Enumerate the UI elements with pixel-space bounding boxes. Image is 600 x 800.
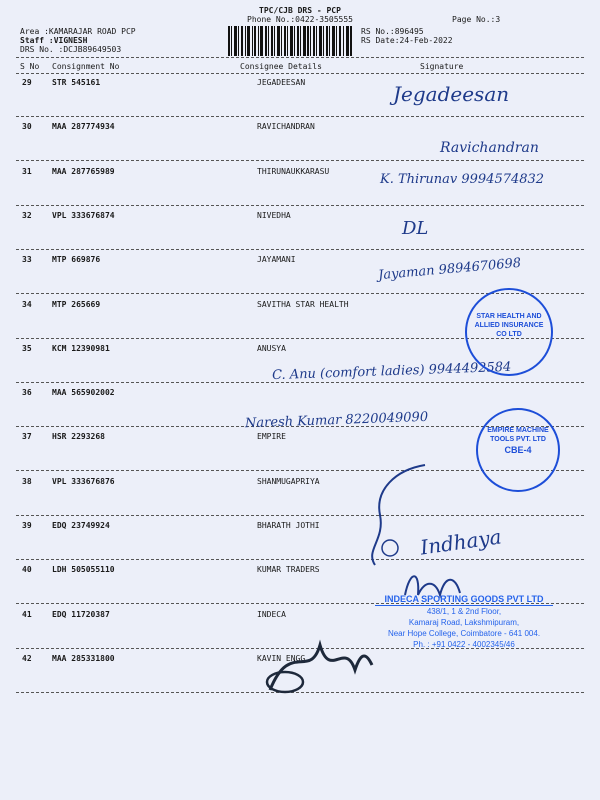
area-label: Area :KAMARAJAR ROAD PCP bbox=[20, 27, 136, 36]
row-sno: 30 bbox=[22, 122, 32, 132]
row-sno: 31 bbox=[22, 166, 32, 176]
row-consignee-name: JAYAMANI bbox=[257, 255, 296, 265]
empire-stamp bbox=[476, 408, 560, 492]
row-sno: 36 bbox=[22, 388, 32, 398]
row-consignment-no: MAA 287765989 bbox=[52, 166, 115, 176]
row-consignee-name: KAVIN ENGG bbox=[257, 653, 306, 663]
rs-date: RS Date:24-Feb-2022 bbox=[361, 36, 453, 45]
rs-number: RS No.:896495 bbox=[361, 27, 424, 36]
signature-36: Naresh Kumar 8220049090 bbox=[244, 409, 429, 432]
row-consignee-name: SAVITHA STAR HEALTH bbox=[257, 299, 349, 309]
row-sno: 38 bbox=[22, 476, 32, 486]
signature-35: C. Anu (comfort ladies) 9944492584 bbox=[271, 359, 512, 384]
row-consignee-name: EMPIRE bbox=[257, 432, 286, 442]
row-divider bbox=[16, 559, 584, 560]
phone-number: Phone No.:0422-3505555 bbox=[247, 15, 353, 24]
header-rule-bottom bbox=[16, 73, 584, 74]
row-sno: 35 bbox=[22, 343, 32, 353]
row-consignment-no: KCM 12390981 bbox=[52, 343, 110, 353]
indeca-stamp-line4: Ph. : +91 0422 - 4002345/46 bbox=[413, 640, 515, 649]
star-health-stamp-text: STAR HEALTH AND ALLIED INSURANCE CO LTD bbox=[474, 313, 544, 338]
row-consignee-name: RAVICHANDRAN bbox=[257, 122, 315, 132]
row-consignment-no: LDH 505055110 bbox=[52, 565, 115, 575]
col-signature: Signature bbox=[420, 62, 464, 71]
col-consignee: Consignee Details bbox=[240, 62, 322, 71]
indeca-stamp bbox=[375, 594, 553, 650]
row-sno: 33 bbox=[22, 255, 32, 265]
star-health-stamp bbox=[465, 288, 553, 376]
scribble-38 bbox=[355, 460, 445, 570]
row-consignment-no: MAA 565902002 bbox=[52, 388, 115, 398]
row-sno: 37 bbox=[22, 432, 32, 442]
row-consignee-name: SHANMUGAPRIYA bbox=[257, 476, 320, 486]
row-consignee-name: KUMAR TRADERS bbox=[257, 565, 320, 575]
signature-32: DL bbox=[402, 218, 429, 239]
empire-stamp-text: EMPIRE MACHINE TOOLS PVT. LTD bbox=[487, 427, 549, 443]
indeca-stamp-line1: 438/1, 1 & 2nd Floor, bbox=[426, 607, 502, 616]
row-consignment-no: MAA 287774934 bbox=[52, 122, 115, 132]
signature-29: Jegadeesan bbox=[393, 82, 510, 106]
row-consignee-name: INDECA bbox=[257, 609, 286, 619]
row-consignment-no: VPL 333676874 bbox=[52, 210, 115, 220]
signature-33: Jayaman 9894670698 bbox=[377, 255, 522, 284]
signature-31: K. Thirunav 9994574832 bbox=[380, 172, 545, 187]
row-consignee-name: BHARATH JOTHI bbox=[257, 521, 320, 530]
table-row bbox=[0, 521, 600, 565]
indeca-stamp-line3: Near Hope College, Coimbatore - 641 004. bbox=[387, 629, 541, 638]
row-consignment-no: STR 545161 bbox=[52, 78, 101, 87]
row-consignment-no: HSR 2293268 bbox=[52, 432, 105, 442]
row-consignee-name: THIRUNAUKKARASU bbox=[257, 166, 330, 176]
indeca-stamp-title: INDECA SPORTING GOODS PVT LTD bbox=[375, 594, 553, 606]
row-sno: 34 bbox=[22, 299, 32, 309]
row-sno: 39 bbox=[22, 521, 32, 530]
barcode bbox=[228, 26, 352, 56]
col-consignment: Consignment No bbox=[52, 62, 120, 71]
col-sno: S No bbox=[20, 62, 40, 71]
empire-stamp-inner: CBE-4 bbox=[504, 445, 532, 455]
table-row bbox=[0, 211, 600, 255]
row-sno: 29 bbox=[22, 78, 32, 87]
signature-30: Ravichandran bbox=[440, 140, 539, 156]
row-consignment-no: EDQ 23749924 bbox=[52, 521, 110, 530]
row-consignee-name: NIVEDHA bbox=[257, 210, 291, 220]
signature-39: Indhaya bbox=[418, 524, 503, 560]
row-consignment-no: MAA 285331800 bbox=[52, 653, 115, 663]
sheet-title: TPC/CJB DRS - PCP bbox=[259, 6, 341, 15]
header-rule-top bbox=[16, 57, 584, 58]
drs-number: DRS No. :DCJB89649503 bbox=[20, 45, 122, 54]
row-divider bbox=[16, 205, 584, 206]
row-sno: 32 bbox=[22, 210, 32, 220]
page-number: Page No.:3 bbox=[452, 15, 501, 24]
row-divider bbox=[16, 116, 584, 117]
row-divider bbox=[16, 249, 584, 250]
row-divider bbox=[16, 515, 584, 516]
indeca-stamp-line2: Kamaraj Road, Lakshmipuram, bbox=[408, 618, 520, 627]
row-consignee-name: JEGADEESAN bbox=[257, 78, 306, 87]
row-divider bbox=[16, 160, 584, 161]
scribble-42 bbox=[260, 620, 380, 700]
row-sno: 41 bbox=[22, 609, 32, 619]
staff-label: Staff :VIGNESH bbox=[20, 36, 88, 45]
row-consignment-no: MTP 265669 bbox=[52, 299, 101, 309]
row-consignee-name: ANUSYA bbox=[257, 343, 286, 353]
table-row bbox=[0, 78, 600, 122]
row-sno: 42 bbox=[22, 653, 32, 663]
row-consignment-no: EDQ 11720387 bbox=[52, 609, 110, 619]
row-consignment-no: MTP 669876 bbox=[52, 255, 101, 265]
row-sno: 40 bbox=[22, 565, 32, 575]
row-consignment-no: VPL 333676876 bbox=[52, 476, 115, 486]
